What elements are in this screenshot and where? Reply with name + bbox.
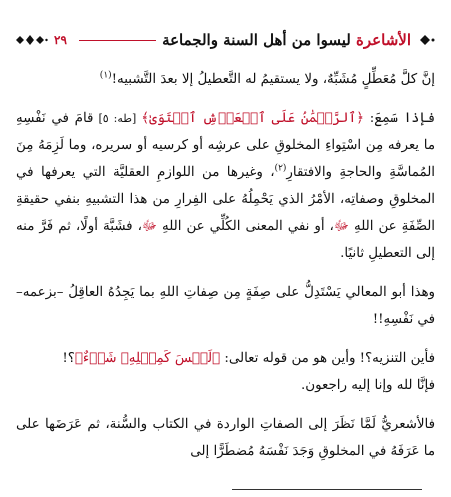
paragraph-2-text-b: قامَ في نَفْسِهِ ما يعرفه مِن اسْتِواءِ المخلوقِ على عرشِه أو كرسيه أو سريره، وما لَزِمَهُ مِنَ المُماسَّةِ والحاجةِ والافتقارِ (16, 111, 435, 180)
footnote-marker-2[interactable]: (٢) (274, 163, 287, 174)
left-ornament (14, 34, 48, 46)
header-title (162, 31, 411, 49)
paragraph-4-lead: فأين التنزيه؟! وأين هو من قوله تعالى: (220, 351, 435, 366)
quran-verse-taha: ﴿ٱلرَّحۡمَٰنُ عَلَى ٱلۡعَرۡشِ ٱسۡتَوَىٰ﴾ (141, 111, 365, 126)
quran-verse-shura: ﴿لَيۡسَ كَمِثۡلِهِۦ شَيۡءٌ﴾ (74, 351, 221, 366)
header-rule (79, 40, 156, 41)
paragraph-2-text-d: ، أو نفي المعنى الكُلِّي عن اللهِ (157, 219, 334, 234)
diamond-ornament-icon (14, 34, 48, 46)
footnote-separator (232, 489, 422, 490)
header-title-part1: الأشاعرة (350, 31, 411, 49)
paragraph-2-text-c: ، وغيرها من اللوازمِ العقليَّة التي يعرفها في المخلوقِ وصفاتِه، الأمْرُ الذي يَحْمِلُهُ على الفِرارِ من هذا التشبيهِ بنفي حقيقةِ الصِّفَةِ عن اللهِ (16, 165, 436, 234)
running-header (14, 26, 437, 54)
page-number: ٢٩ (54, 33, 67, 47)
paragraph-2 (16, 105, 435, 267)
paragraph-4b: فإنَّا لله وإنا إليه راجعون. (301, 378, 435, 393)
jalla-jalaluh-glyph: ﷻ (141, 219, 158, 234)
paragraph-3: وهذا أبو المعالي يَسْتَدِلُّ على صِفَةٍ مِن صِفاتِ اللهِ بما يَجِدُهُ العاقِلُ –بزعمه– في نَفْسِهِ!! (16, 285, 435, 327)
diamond-ornament-icon (417, 34, 437, 46)
paragraph-2-text-e: ، فشَبَّهَ أولًا، ثم فَرَّ منه إلى التعطيلِ ثانيًا. (16, 219, 435, 261)
paragraph-2-lead: فإذا سَمِعَ: (364, 111, 435, 126)
paragraph-4 (16, 345, 435, 372)
page-body (16, 66, 435, 465)
footnote-marker-1[interactable]: (١) (99, 70, 112, 81)
paragraph-5: فالأشعريُّ لَمَّا نَظَرَ إلى الصفاتِ الواردة في الكتاب والسُّنة، ثم عَرَضَها على ما عَرَفَهُ في المخلوقِ وَجَدَ نَفْسَهُ مُضطَرًّا إلى (16, 417, 435, 459)
paragraph-4-punct: ؟! (62, 351, 75, 366)
paragraph-1 (16, 66, 435, 93)
right-ornament (417, 34, 437, 46)
jalla-jalaluh-glyph: ﷻ (333, 219, 350, 234)
verse-reference: [طه: ٥] (93, 112, 142, 125)
header-title-part2: ليسوا من أهل السنة والجماعة (162, 31, 351, 49)
paragraph-1-text: إنَّ كلَّ مُعَطِّلٍ مُشَبِّهٌ، ولا يستقيمُ له التَّعطيلُ إلا بعدَ التَّشبيه! (111, 72, 435, 87)
